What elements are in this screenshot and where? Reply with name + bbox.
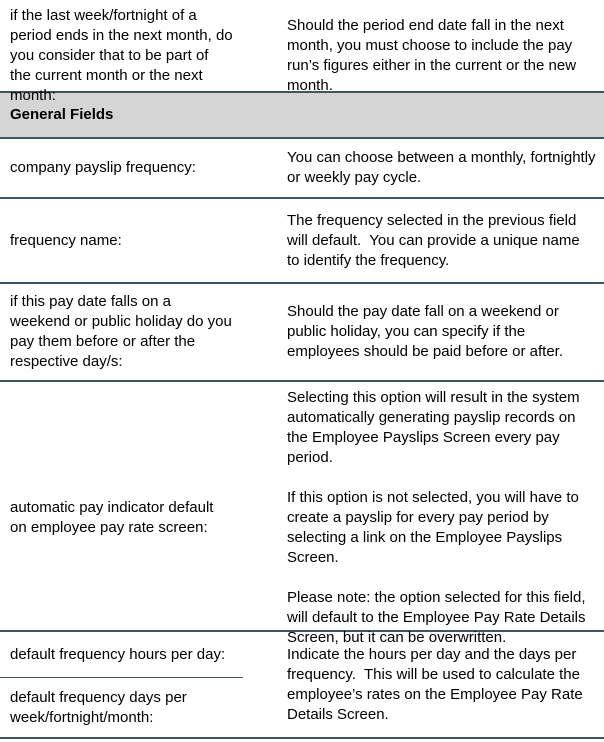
field-label: automatic pay indicator default on employee pay rate screen: [10, 499, 218, 536]
table-row-automatic-pay-indicator [0, 382, 604, 646]
field-label-cell [0, 139, 243, 197]
field-label: company payslip frequency: [10, 159, 196, 176]
description-paragraph: If this option is not selected, you will have to create a payslip for every pay period by selecting a link on the Employee Payslips Screen. [287, 489, 583, 566]
table-row-weekend-holiday [0, 284, 604, 382]
field-label-cell [0, 382, 243, 654]
description-paragraph: Selecting this option will result in the system automatically generating payslip records on the Employee Payslips Screen every pay period. [287, 389, 584, 466]
field-description: You can choose between a monthly, fortnightly or weekly pay cycle. [287, 149, 600, 186]
field-description [287, 388, 596, 648]
description-paragraph: Please note: the option selected for this field, will default to the Employee Pay Rate Details Screen, but it can be overwritten. [287, 589, 590, 646]
field-label-cell [0, 199, 243, 282]
section-header-label: General Fields [10, 106, 114, 123]
field-label: frequency name: [10, 231, 122, 249]
field-label: default frequency hours per day: [10, 645, 226, 663]
field-description-cell [243, 199, 604, 282]
field-label-cell-days-per-frequency [0, 678, 243, 737]
table-row-frequency-name [0, 199, 604, 284]
field-description-cell [243, 139, 604, 197]
field-label: if the last week/fortnight of a period ends in the next month, do you consider that to be part of the current month or the next month: [10, 7, 237, 104]
table-row-period-end [0, 0, 604, 104]
field-description-cell-merged [243, 632, 604, 737]
field-label-cell [0, 284, 243, 380]
section-header-row [0, 93, 604, 139]
field-label: if this pay date falls on a weekend or public holiday do you pay them before or after the respective day/s: [10, 293, 236, 370]
field-label: default frequency days per week/fortnight/month: [10, 688, 191, 726]
field-description-cell [243, 284, 604, 380]
field-description-cell [243, 382, 604, 654]
table-row-company-payslip-frequency [0, 139, 604, 199]
field-description: Indicate the hours per day and the days per frequency. This will be used to calculate the employee’s rates on the Employee Pay Rate Details Screen. [287, 645, 587, 723]
field-description: Should the pay date fall on a weekend or public holiday, you can specify if the employees should be paid before or after. [287, 303, 564, 360]
field-description: The frequency selected in the previous field will default. You can provide a unique name to identify the frequency. [287, 211, 584, 269]
table-rows-default-frequency [0, 632, 604, 739]
field-description: Should the period end date fall in the next month, you must choose to include the pay run’s figures either in the current or the new month. [287, 17, 581, 94]
field-label-cell-hours-per-day [0, 632, 243, 678]
